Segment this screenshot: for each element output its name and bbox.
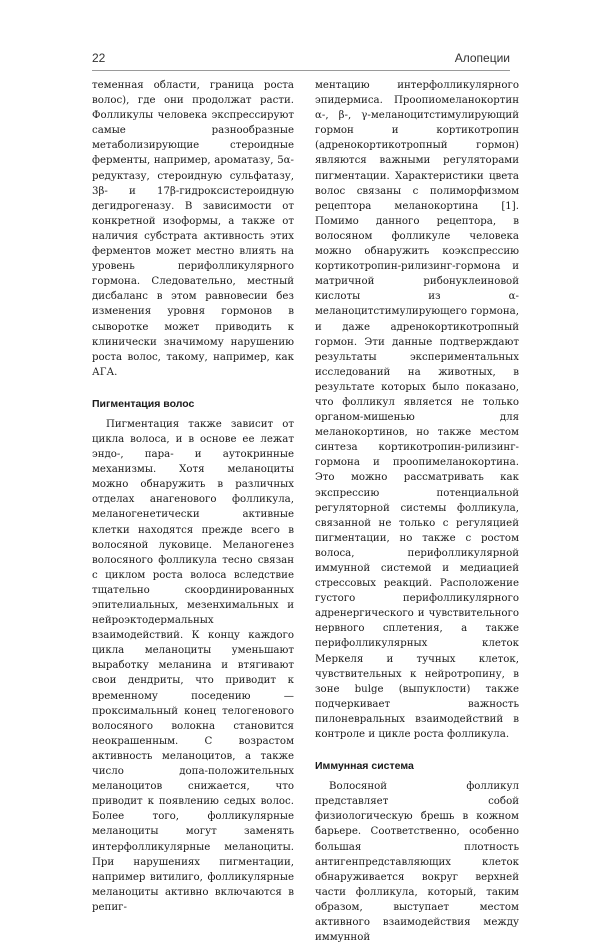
- running-title: Алопеции: [454, 51, 510, 65]
- section-heading-pigmentation: Пигментация волос: [92, 397, 195, 410]
- section-heading-immune-system: Иммунная система: [315, 760, 414, 773]
- right-paragraph-2: Волосяной фолликул представляет собой физиологическую брешь в кожном барьере. Соответственно, особенно большая плотность антигенпредставляющих клеток обнаруживается вокруг верхней части фолликула, который, таким образом, выступает местом активного взаимодействия между иммунной: [315, 781, 519, 944]
- right-column: [315, 78, 519, 945]
- page-number: 22: [92, 51, 106, 65]
- page-header: [92, 47, 510, 65]
- left-paragraph-1: теменная области, граница роста волос), где они продолжат расти. Фолликулы человека экспрессируют самые разнообразные метаболизирующие стероидные ферменты, например, ароматазу, 5α-редуктазу, стероидную сульфатазу, 3β- и 17β-гидроксистероидную дегидрогеназу. В зависимости от конкретной изоформы, а также от наличия субстрата активность этих ферментов может местно влиять на уровень перифолликулярного гормона. Следовательно, местный дисбаланс в этом равновесии без изменения уровня гормонов в сыворотке может приводить к клинически значимому нарушению роста волос, такому, например, как АГА.: [92, 80, 294, 378]
- right-paragraph-1: ментацию интерфолликулярного эпидермиса. Проопиомеланокортин α-, β-, γ-меланоцитстимулирующий гормон и кортикотропин (адренокортикотропный гормон) являются важными регуляторами пигментации. Характеристики цвета волос связаны с полиморфизмом рецептора меланокортина [1]. Помимо данного рецептора, в волосяном фолликуле человека можно обнаружить коэкспрессию кортикотропин-рилизинг-гормона и матричной рибонуклеиновой кислоты из α-меланоцитстимулирующего гормона, и даже адренокортикотропный гормон. Эти данные подтверждают результаты экспериментальных исследований на животных, в результате которых было показано, что фолликул является не только органом-мишенью для меланокортинов, но также местом синтеза кортикотропин-рилизинг-гормона и проопимеланокортина. Это можно рассматривать как экспрессию потенциальной регуляторной системы фолликула, связанной не только с регуляцией пигментации, но также с ростом волоса, перифолликулярной иммунной системой и медиацией стрессовых реакций. Расположение густого перифолликулярного адренергического и чувствительного нервного сплетения, а также перифолликулярных клеток Меркеля и тучных клеток, чувствительных к нейротропину, в зоне bulge (выпуклости) также подчеркивает важность пилоневральных взаимодействий в контроле и цикле роста фолликула.: [315, 80, 519, 741]
- header-rule: [92, 70, 510, 71]
- left-paragraph-2: Пигментация также зависит от цикла волоса, и в основе ее лежат эндо-, пара- и аутокринные механизмы. Хотя меланоциты можно обнаружить в различных отделах анагенового фолликула, меланогенетически активные клетки находятся прежде всего в волосяной луковице. Меланогенез волосяного фолликула тесно связан с циклом роста волоса вследствие тщательно скоординированных эпителиальных, мезенхимальных и нейроэктодермальных взаимодействий. К концу каждого цикла меланоциты уменьшают выработку меланина и втягивают свои дендриты, что приводит к временному поседению — проксимальный конец телогенового волосяного волокна становится неокрашенным. С возрастом активность меланоцитов, а также число допа-положительных меланоцитов снижается, что приводит к появлению седых волос. Более того, фолликулярные меланоциты могут заменять интерфолликулярные меланоциты. При нарушениях пигментации, например витилиго, фолликулярные меланоциты активно включаются в репиг-: [92, 418, 294, 913]
- left-column: [92, 78, 294, 915]
